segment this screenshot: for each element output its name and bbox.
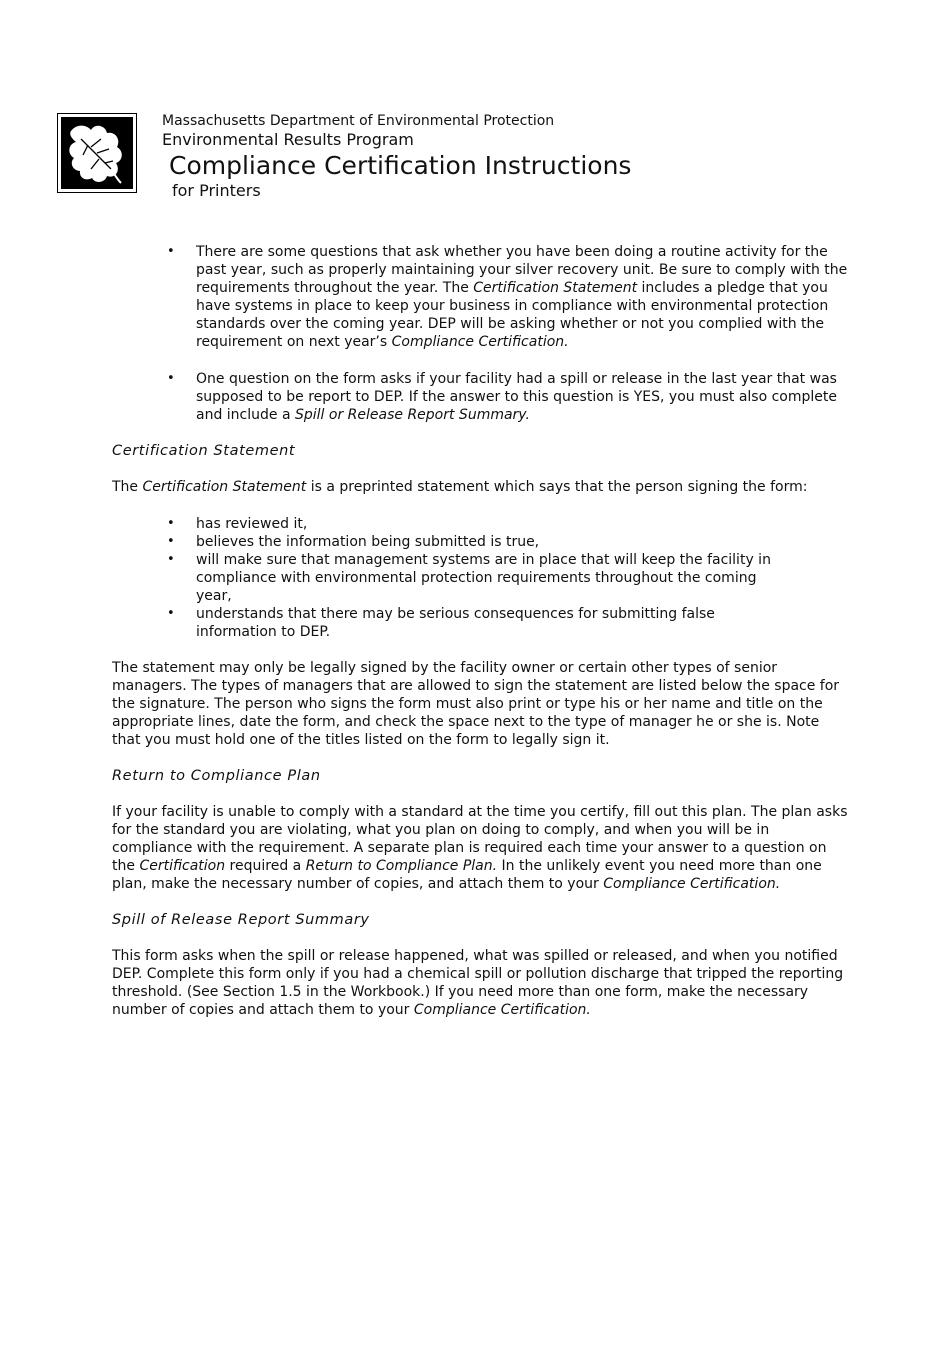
oak-leaf-icon [61, 117, 133, 189]
section-heading-certification: Certification Statement [112, 443, 296, 459]
section-heading-spill-report: Spill of Release Report Summary [112, 912, 370, 928]
page-title: Compliance Certification Instructions [169, 151, 632, 180]
list-item: • One question on the form asks if your facility had a spill or release in the last year that was supposed to be report to DEP. If the answer to this question is YES, you must also complete and include a Spill or Release Report Summary. [112, 370, 852, 424]
document-body [112, 243, 852, 1019]
certification-intro: The Certification Statement is a preprinted statement which says that the person signing the form: [112, 479, 808, 495]
list-item: • has reviewed it, [112, 515, 792, 533]
list-item: • will make sure that management systems are in place that will keep the facility in compliance with environmental protection requirements throughout the coming year, [112, 551, 792, 605]
intro-bullet-list [112, 243, 852, 351]
certification-list [112, 515, 792, 641]
department-name: Massachusetts Department of Environmental Protection [162, 113, 555, 129]
list-item: • believes the information being submitted is true, [112, 533, 792, 551]
logo [57, 113, 137, 193]
list-item: • There are some questions that ask whether you have been doing a routine activity for the past year, such as properly maintaining your silver recovery unit. Be sure to comply with the requirements throughout the year. The Certification Statement includes a pledge that you have systems in place to keep your business in compliance with environmental protection standards over the coming year. DEP will be asking whether or not you complied with the requirement on next year’s Compliance Certification. [112, 243, 852, 351]
return-to-compliance-paragraph: If your facility is unable to comply with a standard at the time you certify, fill out this plan. The plan asks for the standard you are violating, what you plan on doing to comply, and when you will be in compliance with the requirement. A separate plan is required each time your answer to a question on the Certification required a Return to Compliance Plan. In the unlikely event you need more than one plan, make the necessary number of copies, and attach them to your Compliance Certification. [112, 804, 848, 892]
list-item: • understands that there may be serious consequences for submitting false information to DEP. [112, 605, 792, 641]
spill-report-paragraph: This form asks when the spill or release happened, what was spilled or released, and when you notified DEP. Complete this form only if you had a chemical spill or pollution discharge that tripped the reporting threshold. (See Section 1.5 in the Workbook.) If you need more than one form, make the necessary number of copies and attach them to your Compliance Certification. [112, 948, 844, 1018]
intro-bullet-list-2 [112, 370, 852, 424]
section-heading-return-to-compliance: Return to Compliance Plan [112, 768, 321, 784]
certification-paragraph: The statement may only be legally signed by the facility owner or certain other types of senior managers. The types of managers that are allowed to sign the statement are listed below the space for the signature. The person who signs the form must also print or type his or her name and title on the appropriate lines, date the form, and check the space next to the type of manager he or she is. Note that you must hold one of the titles listed on the form to legally sign it. [112, 660, 840, 748]
page-subtitle: for Printers [172, 181, 261, 200]
document-header [162, 112, 862, 200]
program-name: Environmental Results Program [162, 130, 414, 149]
